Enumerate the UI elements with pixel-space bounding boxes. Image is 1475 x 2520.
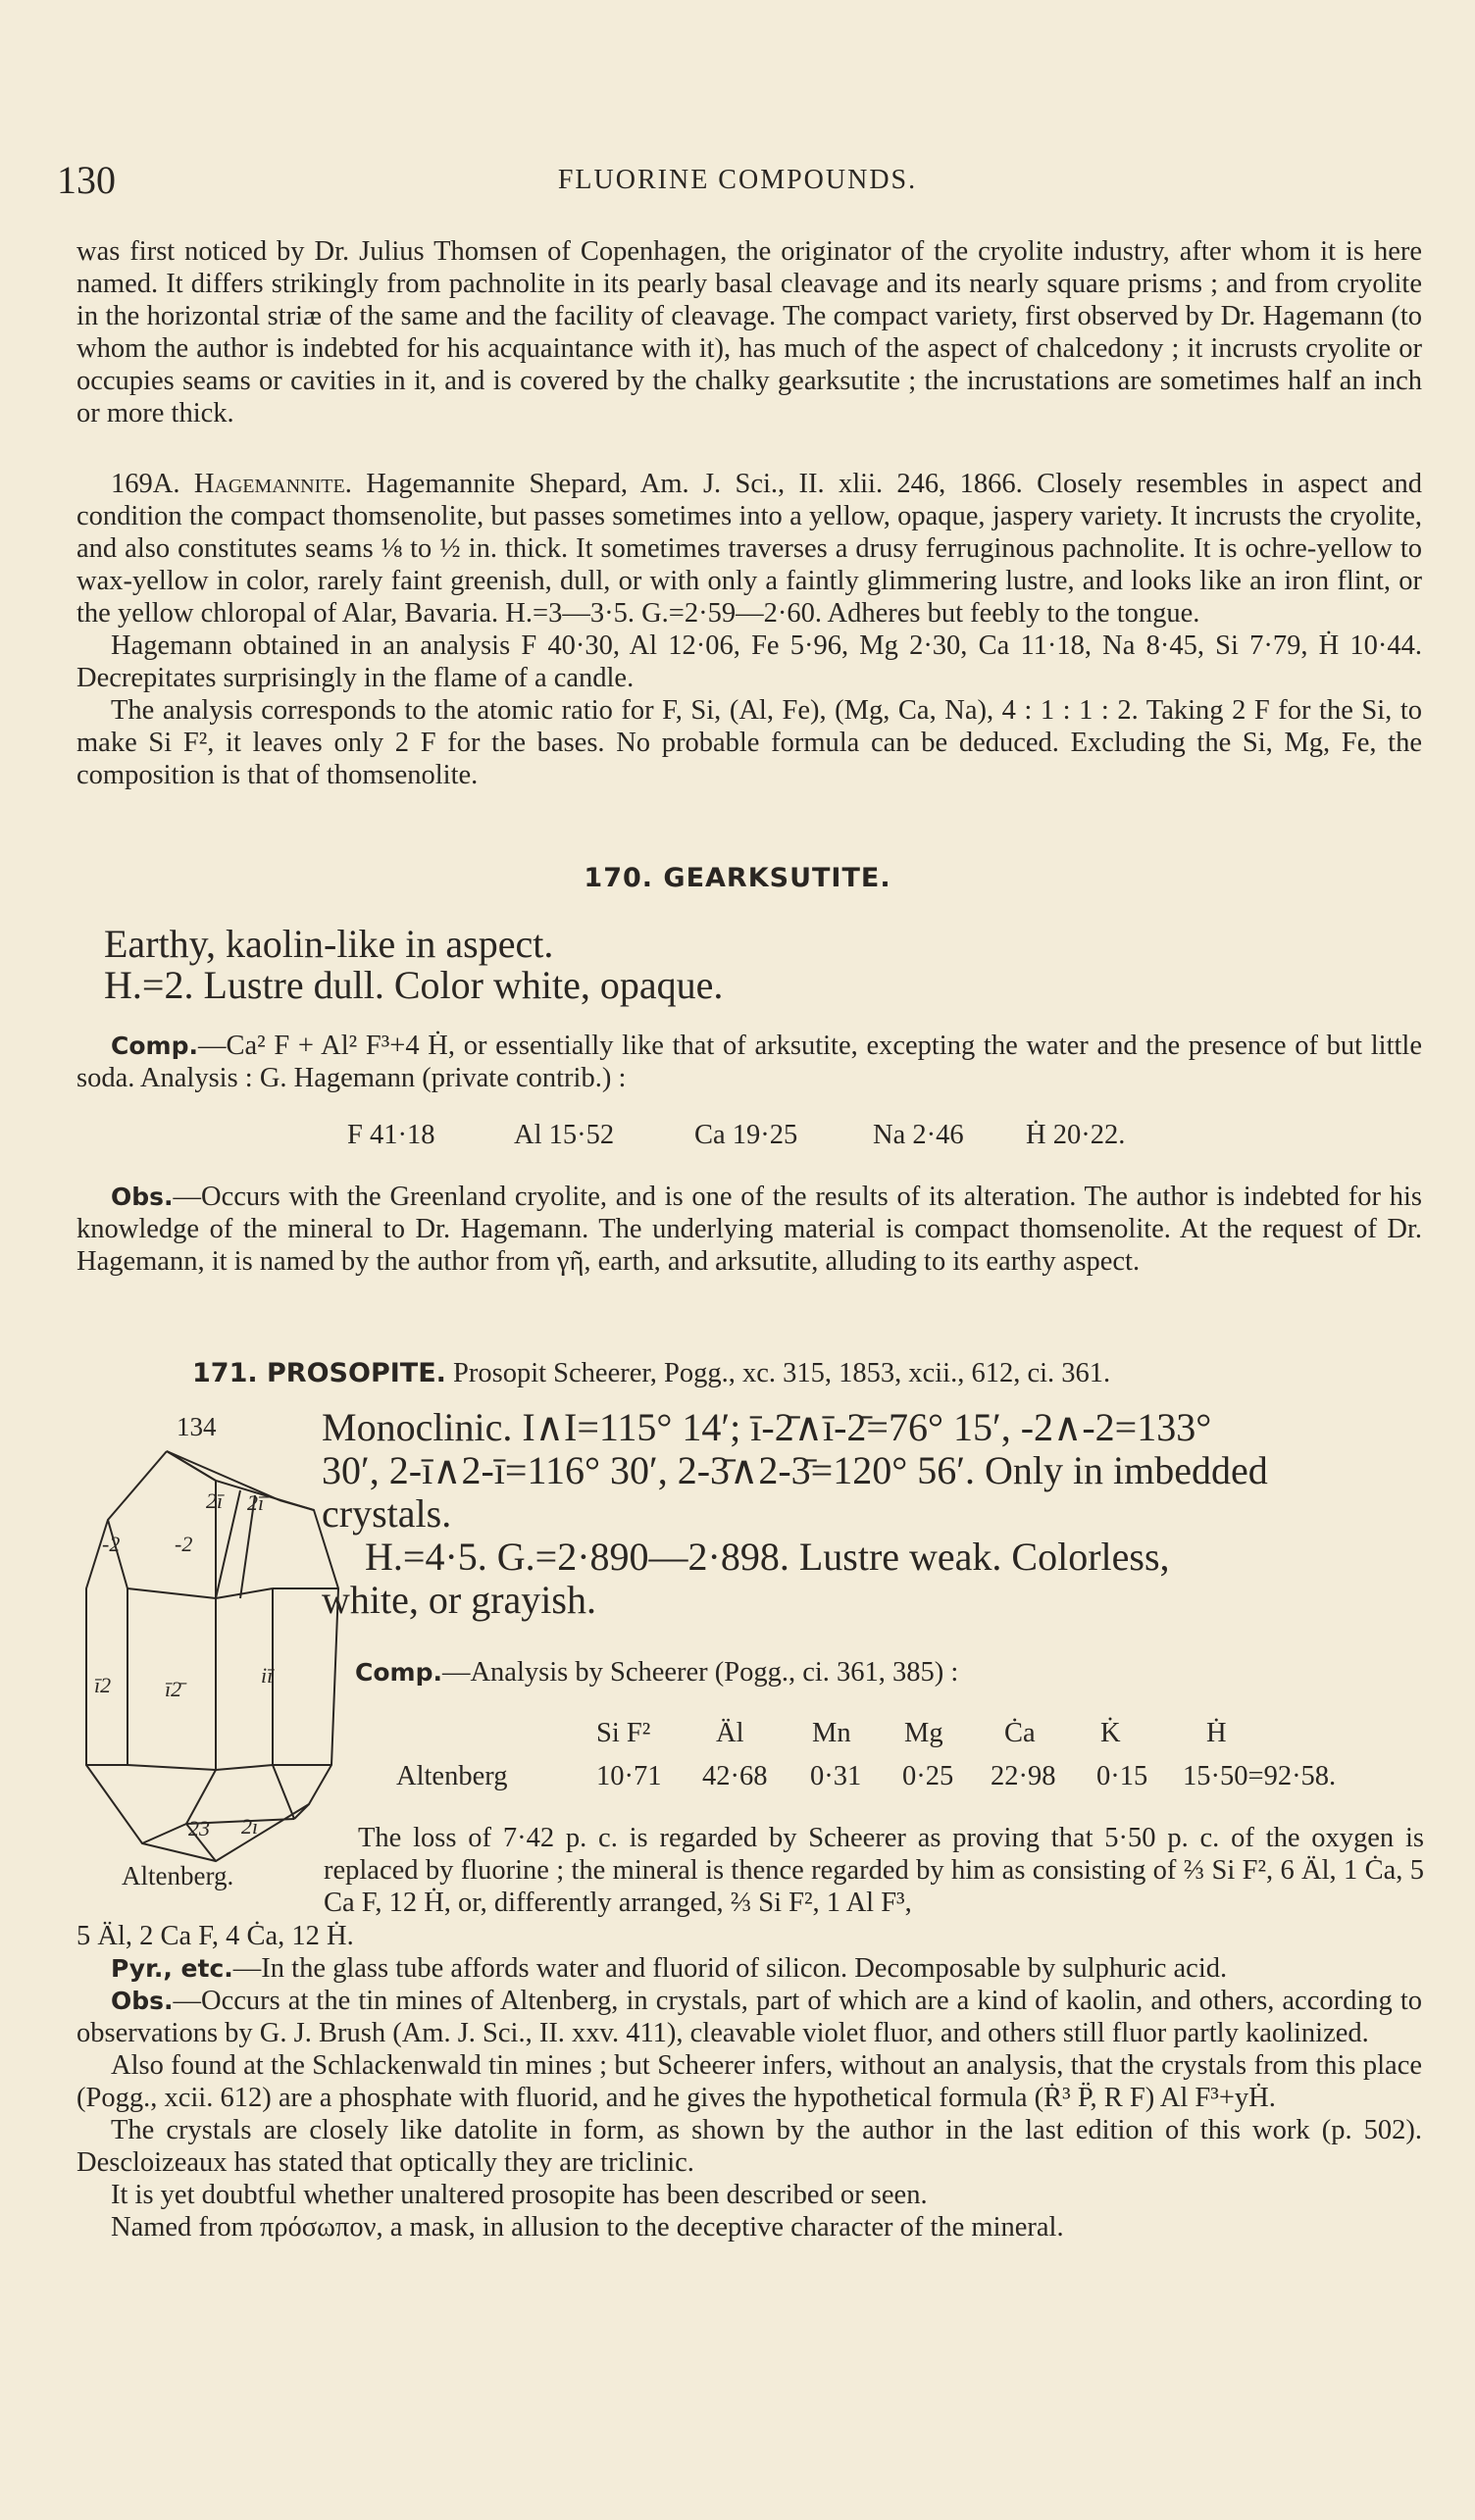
crystals-paragraph: The crystals are closely like datolite in form, as shown by the author in the last edition of this work (p. 502). Descloizeaux has stated that optically they are triclinic. [76,2115,1422,2178]
obs-label: Obs. [111,1183,174,1211]
comp-label: Comp. [355,1658,442,1687]
comp-label: Comp. [111,1032,198,1060]
table-cell: 0·31 [810,1761,862,1791]
table-row-label: Altenberg [396,1761,508,1791]
page-number: 130 [57,158,116,202]
prosopite-heading-ref: Prosopit Scheerer, Pogg., xc. 315, 1853, xcii., 612, ci. 361. [453,1358,1111,1388]
thomsenolite-continuation [76,235,1422,429]
face-label: -2 [102,1532,121,1556]
analysis-value: Ḣ 20·22. [1026,1120,1126,1150]
face-label: 2ī [241,1814,259,1839]
table-header: Äl [716,1718,744,1748]
table-header: Ḣ [1206,1718,1227,1748]
prosopite-composition: Comp.—Analysis by Scheerer (Pogg., ci. 361, 385) : [355,1657,959,1688]
analysis-value: Ca 19·25 [694,1120,798,1150]
prosopite-remaining [76,1920,1422,2243]
gearksutite-composition: Comp.—Ca² F + Al² F³+4 Ḣ, or essentially like that of arksutite, excepting the water and the presence of but little soda. Analysis : G. Hagemann (private contrib.) : [76,1031,1422,1093]
hagemannite-number: 169A. [111,469,180,499]
face-label: 2ī̄ [247,1490,265,1515]
table-header: K̇ [1100,1718,1121,1748]
pyr-label: Pyr., etc. [111,1954,233,1983]
hagemannite-paragraph-3: The analysis corresponds to the atomic ratio for F, Si, (Al, Fe), (Mg, Ca, Na), 4 : 1 : 1 : 2. Taking 2 F for the Si, to make Si F², it leaves only 2 F for the bases. No probable formula can be deduced. Excluding the Si, Mg, Fe, the composition is that of thomsenolite. [76,695,1422,790]
face-label: ī2̄ [165,1677,182,1701]
gearksutite-observations: Obs.—Occurs with the Greenland cryolite, and is one of the results of its alteration. The author is indebted for his knowledge of the mineral to Dr. Hagemann. The underlying material is compact thomsenolite. At the request of Dr. Hagemann, it is named by the author from γῆ, earth, and arksutite, alluding to its earthy aspect. [76,1182,1422,1277]
obs-paragraph: Obs.—Occurs at the tin mines of Altenberg, in crystals, part of which are a kind of kaolin, and others, according to observations by G. J. Brush (Am. J. Sci., II. xxv. 411), cleavable violet fluor, and others still fluor partly kaolinized. [76,1986,1422,2048]
gearksutite-heading: 170. GEARKSUTITE. [584,863,891,893]
crystal-description-2: 30′, 2-ī∧2-ī=116° 30′, 2-3̄∧2-3̄=120° 56′. Only in imbedded [322,1448,1268,1492]
table-cell: 10·71 [596,1761,662,1791]
crystal-description-3: crystals. [322,1491,452,1536]
crystal-figure [69,1441,363,1873]
intro-paragraph: was first noticed by Dr. Julius Thomsen of Copenhagen, the originator of the cryolite industry, after whom it is here named. It differs strikingly from pachnolite in its pearly basal cleavage and its nearly square prisms ; and from cryolite in the horizontal striæ of the same and the facility of cleavage. The compact variety, first observed by Dr. Hagemann (to whom the author is indebted for his acquaintance with it), has much of the aspect of chalcedony ; it incrusts cryolite or occupies seams or cavities in it, and is covered by the chalky gearksutite ; the incrustations are sometimes half an inch or more thick. [76,236,1422,428]
analysis-value: F 41·18 [347,1120,435,1150]
hagemannite-paragraph-1: 169A. Hagemannite. Hagemannite Shepard, Am. J. Sci., II. xlii. 246, 1866. Closely resembles in aspect and condition the compact thomsenolite, but passes sometimes into a yellow, opaque, jaspery variety. It incrusts the cryolite, and also constitutes seams ⅛ to ½ in. thick. It sometimes traverses a drusy ferruginous pachnolite. It is ochre-yellow to wax-yellow in color, rarely faint greenish, dull, or with only a faintly glimmering lustre, and looks like an iron flint, or the yellow chloropal of Alar, Bavaria. H.=3—3·5. G.=2·59—2·60. Adheres but feebly to the tongue. [76,469,1423,629]
color-line: white, or grayish. [322,1578,596,1622]
face-label: -2 [175,1532,193,1556]
hardness-line: H.=4·5. G.=2·890—2·898. Lustre weak. Colorless, [365,1535,1170,1579]
analysis-value: Na 2·46 [873,1120,964,1150]
loss-paragraph: The loss of 7·42 p. c. is regarded by Scheerer as proving that 5·50 p. c. of the oxygen is replaced by fluorine ; the mineral is thence regarded by him as consisting of ⅔ Si F², 6 Äl, 1 Ċa, 5 Ca F, 12 Ḣ, or, differently arranged, ⅔ Si F², 1 Al F³, [324,1823,1424,1918]
figure-caption: Altenberg. [122,1861,234,1890]
table-header: Mn [812,1718,851,1748]
table-cell: 0·15 [1096,1761,1148,1791]
table-header: Mg [904,1718,943,1748]
face-label: ī2 [94,1673,112,1697]
table-cell: 22·98 [991,1761,1056,1791]
table-header: Ċa [1004,1718,1036,1748]
face-label: iī [261,1663,274,1688]
gearksutite-hardness: H.=2. Lustre dull. Color white, opaque. [104,963,724,1007]
face-label: 2ī [206,1488,224,1513]
pyr-paragraph: Pyr., etc.—In the glass tube affords water and fluorid of silicon. Decomposable by sulphuric acid. [111,1953,1228,1984]
table-header: Si F² [596,1718,651,1748]
doubt-paragraph: It is yet doubtful whether unaltered prosopite has been described or seen. [111,2180,928,2210]
gearksutite-aspect: Earthy, kaolin-like in aspect. [104,922,554,966]
schlackenwald-paragraph: Also found at the Schlackenwald tin mines ; but Scheerer infers, without an analysis, that the crystals from this place (Pogg., xcii. 612) are a phosphate with fluorid, and he gives the hypothetical formula (Ṙ³ P̈, R F) Al F³+yḢ. [76,2050,1422,2113]
table-cell: 15·50=92·58. [1183,1761,1337,1791]
hagemannite-name: Hagemannite. [193,469,352,499]
named-paragraph: Named from πρόσωπον, a mask, in allusion to the deceptive character of the mineral. [111,2212,1064,2243]
prosopite-heading-num: 171. PROSOPITE. [192,1358,446,1388]
analysis-value: Al 15·52 [514,1120,615,1150]
figure-number: 134 [177,1412,217,1441]
obs-label: Obs. [111,1987,174,2015]
table-cell: 0·25 [902,1761,954,1791]
running-title: FLUORINE COMPOUNDS. [557,165,918,195]
hagemannite-section [76,468,1422,791]
face-label: 23 [188,1816,210,1840]
crystal-description-1: Monoclinic. I∧I=115° 14′; ī-2̄∧ī-2̄=76° 15′, -2∧-2=133° [322,1405,1212,1449]
hagemannite-paragraph-2: Hagemann obtained in an analysis F 40·30, Al 12·06, Fe 5·96, Mg 2·30, Ca 11·18, Na 8·45, Si 7·79, Ḣ 10·44. Decrepitates surprisingly in the flame of a candle. [76,630,1422,693]
prosopite-heading [192,1357,1428,1389]
table-cell: 42·68 [702,1761,768,1791]
formula-tail: 5 Äl, 2 Ca F, 4 Ċa, 12 Ḣ. [76,1921,354,1951]
